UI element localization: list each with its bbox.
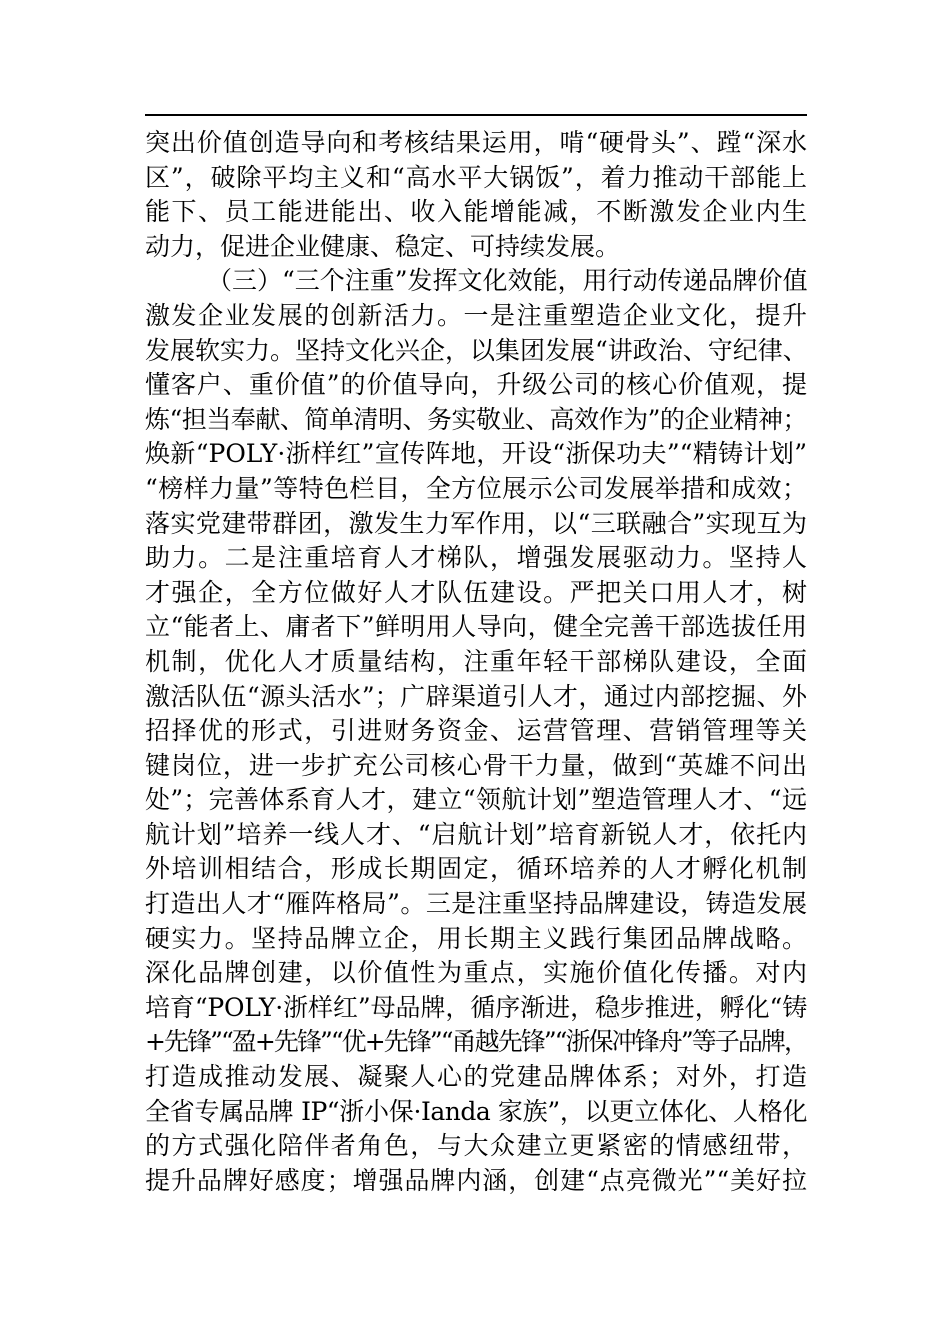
text-line: 打造成推动发展、凝聚人心的党建品牌体系；对外，打造 (145, 1062, 807, 1092)
text-line: 深化品牌创建，以价值性为重点，实施价值化传播。对内 (145, 958, 807, 988)
text-line: 立“能者上、庸者下”鲜明用人导向，健全完善干部选拔任用 (145, 612, 807, 642)
text-line: 培育“POLY·浙样红”母品牌，循序渐进，稳步推进，孵化“铸 (145, 992, 807, 1022)
text-line: 突出价值创造导向和考核结果运用，啃“硬骨头”、蹚“深水 (145, 128, 807, 157)
text-line: “榜样力量”等特色栏目，全方位展示公司发展举措和成效； (145, 473, 807, 503)
text-line: 处”；完善体系育人才，建立“领航计划”塑造管理人才、“远 (145, 785, 807, 815)
text-line: 能下、员工能进能出、收入能增能减，不断激发企业内生 (145, 197, 807, 227)
text-line: 提升品牌好感度；增强品牌内涵，创建“点亮微光”“美好拉 (145, 1165, 807, 1195)
text-line: 键岗位，进一步扩充公司核心骨干力量，做到“英雄不问出 (145, 750, 807, 780)
text-line: 机制，优化人才质量结构，注重年轻干部梯队建设，全面 (145, 646, 807, 676)
text-line: 助力。二是注重培育人才梯队，增强发展驱动力。坚持人 (145, 543, 807, 573)
text-line: 动力，促进企业健康、稳定、可持续发展。 (145, 231, 621, 261)
paragraph-first-line: （三）“三个注重”发挥文化效能，用行动传递品牌价值 (207, 266, 808, 296)
text-line: 激发企业发展的创新活力。一是注重塑造企业文化，提升 (145, 300, 807, 330)
text-line: 打造出人才“雁阵格局”。三是注重坚持品牌建设，铸造发展 (145, 889, 807, 919)
text-line: 全省专属品牌 IP“浙小保·Ianda 家族”，以更立体化、人格化 (145, 1096, 807, 1126)
text-line: 的方式强化陪伴者角色，与大众建立更紧密的情感纽带， (145, 1131, 807, 1161)
text-line: 炼“担当奉献、简单清明、务实敬业、高效作为”的企业精神； (145, 404, 807, 434)
text-line: 落实党建带群团，激发生力军作用，以“三联融合”实现互为 (145, 508, 807, 538)
text-line: 焕新“POLY·浙样红”宣传阵地，开设“浙保功夫”“精铸计划” (145, 439, 807, 469)
text-line: 激活队伍“源头活水”；广辟渠道引人才，通过内部挖掘、外 (145, 681, 807, 711)
text-line: 硬实力。坚持品牌立企，用长期主义践行集团品牌战略。 (145, 923, 807, 953)
header-rule (145, 114, 807, 116)
text-line: +先锋”“盈+先锋”“优+先锋”“甬越先锋”“浙保冲锋舟”等子品牌， (145, 1027, 807, 1057)
text-line: 懂客户、重价值”的价值导向，升级公司的核心价值观，提 (145, 370, 807, 400)
text-line: 外培训相结合，形成长期固定，循环培养的人才孵化机制 (145, 854, 807, 884)
text-line: 招择优的形式，引进财务资金、运营管理、营销管理等关 (145, 716, 807, 746)
text-line: 才强企，全方位做好人才队伍建设。严把关口用人才，树 (145, 577, 807, 607)
body-text (145, 126, 807, 1198)
text-line: 区”，破除平均主义和“高水平大锅饭”，着力推动干部能上 (145, 162, 807, 192)
text-line: 发展软实力。坚持文化兴企，以集团发展“讲政治、守纪律、 (145, 335, 808, 365)
text-line: 航计划”培养一线人才、“启航计划”培育新锐人才，依托内 (145, 819, 807, 849)
